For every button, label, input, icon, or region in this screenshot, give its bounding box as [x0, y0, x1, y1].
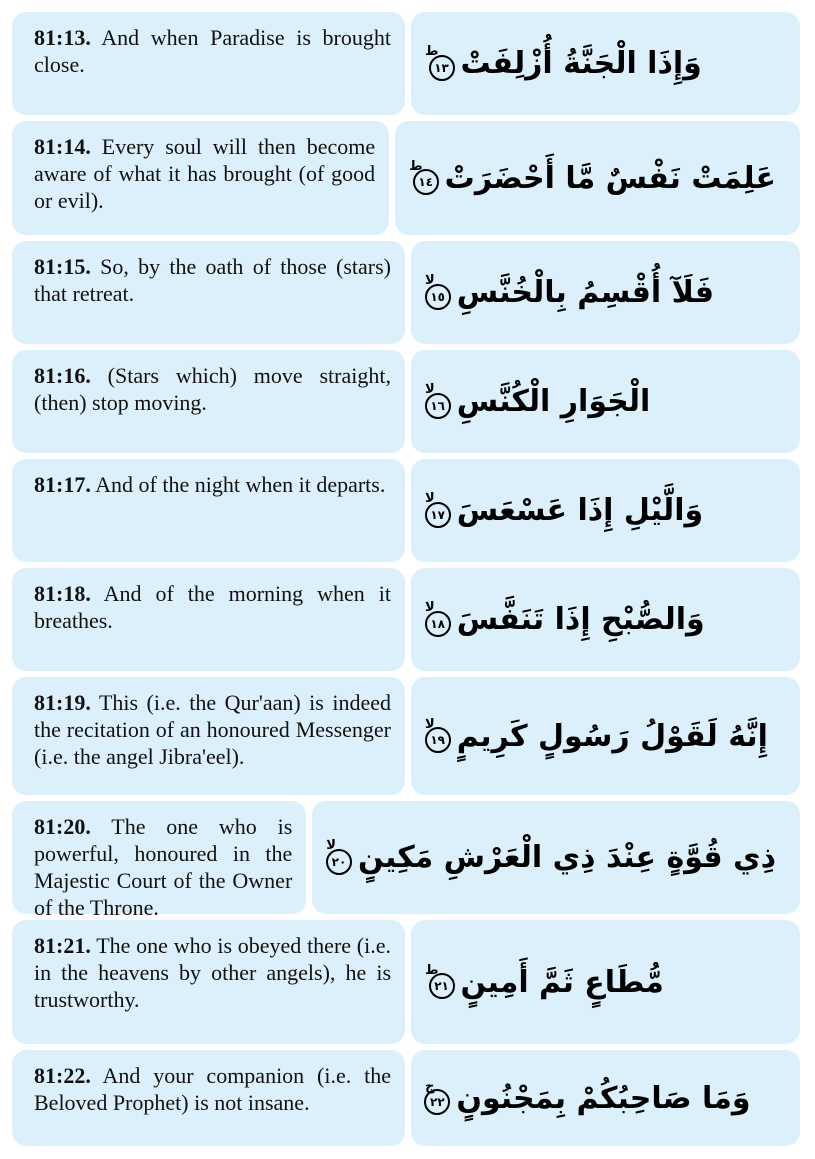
- verse-reference: 81:15.: [34, 254, 91, 279]
- translation-text: And your companion (i.e. the Beloved Prophet) is not insane.: [34, 1063, 391, 1115]
- verse-row: [12, 677, 800, 795]
- translation-text: The one who is obeyed there (i.e. in the heavens by other angels), he is trustworthy.: [34, 933, 391, 1012]
- verse-number-marker: ٢١: [429, 973, 455, 999]
- translation-card: [12, 801, 306, 920]
- pause-mark: لا: [425, 273, 435, 288]
- translation-card: [12, 241, 405, 344]
- arabic-verse-text: مُّطَاعٍ ثَمَّ أَمِينٍ: [460, 964, 664, 1000]
- verse-row: [12, 350, 800, 453]
- verse-row: [12, 568, 800, 671]
- arabic-verse-text: وَإِذَا الْجَنَّةُ أُزْلِفَتْ: [460, 46, 702, 81]
- arabic-card: [411, 12, 800, 115]
- translation-card: [12, 568, 405, 671]
- verse-reference: 81:13.: [34, 25, 91, 50]
- pause-mark: لا: [425, 382, 435, 397]
- verse-reference: 81:19.: [34, 690, 91, 715]
- arabic-card: [312, 801, 800, 914]
- arabic-card: [411, 677, 800, 795]
- arabic-card: [411, 920, 800, 1044]
- verse-reference: 81:17.: [34, 472, 91, 497]
- translation-text: And of the night when it departs.: [95, 472, 386, 497]
- arabic-verse-text: وَالَّيْلِ إِذَا عَسْعَسَ: [456, 493, 704, 528]
- verse-reference: 81:16.: [34, 363, 91, 388]
- verse-number-marker: ١٩: [425, 727, 451, 753]
- pause-mark: ط: [425, 44, 439, 59]
- verse-row: [12, 12, 800, 115]
- verse-reference: 81:22.: [34, 1063, 91, 1088]
- translation-text: And when Paradise is brought close.: [34, 25, 391, 77]
- arabic-verse-text: الْجَوَارِ الْكُنَّسِ: [456, 384, 651, 419]
- verse-reference: 81:20.: [34, 814, 91, 839]
- verse-number-marker: ١٦: [425, 393, 451, 419]
- translation-card: [12, 121, 389, 235]
- translation-card: [12, 459, 405, 562]
- verse-reference: 81:21.: [34, 933, 91, 958]
- verse-row: [12, 459, 800, 562]
- translation-card: [12, 12, 405, 115]
- verse-number-marker: ١٥: [425, 284, 451, 310]
- verse-number-marker: ١٧: [425, 502, 451, 528]
- arabic-verse-text: إِنَّهُ لَقَوْلُ رَسُولٍ كَرِيمٍ: [456, 718, 768, 754]
- pause-mark: لا: [425, 716, 435, 732]
- arabic-verse-text: وَمَا صَاحِبُكُمْ بِمَجْنُونٍ: [456, 1080, 751, 1116]
- arabic-card: [411, 1050, 800, 1146]
- translation-card: [12, 350, 405, 453]
- translation-card: [12, 1050, 405, 1146]
- arabic-card: [395, 121, 800, 235]
- translation-text: This (i.e. the Qur'aan) is indeed the recitation of an honoured Messenger (i.e. the angel Jibra'eel).: [34, 690, 391, 769]
- translation-text: So, by the oath of those (stars) that retreat.: [34, 254, 392, 306]
- arabic-card: [411, 350, 800, 453]
- verse-row: [12, 920, 800, 1044]
- verse-reference: 81:14.: [34, 134, 91, 159]
- translation-text: (Stars which) move straight, (then) stop moving.: [34, 363, 391, 415]
- verse-number-marker: ٢٠: [326, 849, 352, 875]
- verse-row: [12, 801, 800, 920]
- arabic-card: [411, 459, 800, 562]
- pause-mark: لا: [425, 600, 435, 615]
- verse-number-marker: ٢٢: [424, 1089, 450, 1115]
- verse-reference: 81:18.: [34, 581, 91, 606]
- arabic-verse-text: فَلَآ أُقْسِمُ بِالْخُنَّسِ: [456, 275, 715, 310]
- arabic-card: [411, 241, 800, 344]
- translation-card: [12, 677, 405, 795]
- pause-mark: لا: [425, 491, 435, 506]
- arabic-verse-text: وَالصُّبْحِ إِذَا تَنَفَّسَ: [456, 602, 705, 637]
- verse-row: [12, 241, 800, 344]
- verse-number-marker: ١٣: [429, 55, 455, 81]
- verse-number-marker: ١٨: [425, 611, 451, 637]
- verse-number-marker: ١٤: [413, 169, 439, 195]
- verse-row: [12, 1050, 800, 1146]
- pause-mark: ج: [425, 1078, 435, 1094]
- translation-text: Every soul will then become aware of what it has brought (of good or evil).: [34, 134, 376, 213]
- arabic-card: [411, 568, 800, 671]
- translation-text: And of the morning when it breathes.: [34, 581, 391, 633]
- translation-text: The one who is powerful, honoured in the Majestic Court of the Owner of the Throne.: [34, 814, 293, 920]
- pause-mark: لا: [326, 838, 336, 853]
- verse-grid: [12, 12, 800, 1152]
- pause-mark: ط: [425, 962, 439, 978]
- pause-mark: ط: [409, 158, 423, 174]
- arabic-verse-text: ذِي قُوَّةٍ عِنْدَ ذِي الْعَرْشِ مَكِينٍ: [357, 840, 776, 875]
- verse-row: [12, 121, 800, 235]
- translation-card: [12, 920, 405, 1044]
- arabic-verse-text: عَلِمَتْ نَفْسٌ مَّا أَحْضَرَتْ: [444, 160, 776, 196]
